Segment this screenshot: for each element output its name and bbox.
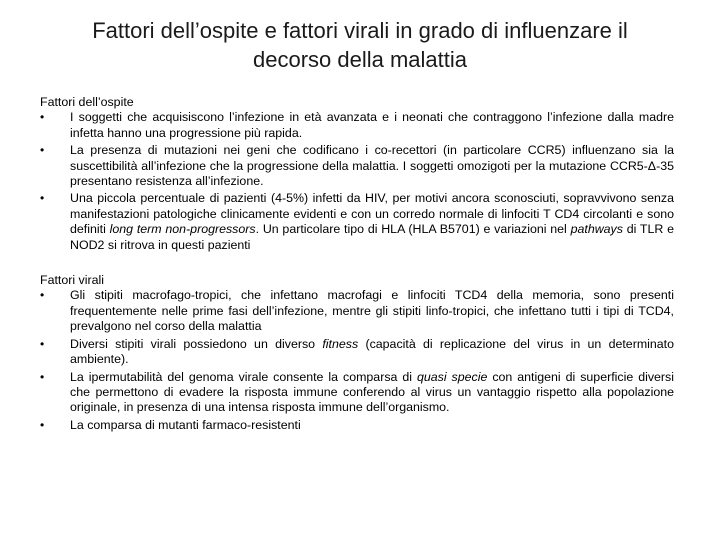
viral-factor-text-3b: con antigeni di superficie diversi che permettono di evadere la risposta immune conferendo al virus un vantaggio rispetto alla popolazione originale, in presenza di una intensa risposta immune dell’organismo.: [70, 369, 675, 415]
viral-factors-heading: Fattori virali: [40, 273, 105, 288]
host-factor-text-3c: di TLR e NOD2 si ritrova in questi pazienti: [70, 222, 675, 252]
bullet-icon: •: [40, 110, 45, 125]
host-factor-item-2: [40, 143, 674, 189]
host-factor-item-3: [40, 191, 674, 253]
slide-title-line-1: Fattori dell’ospite e fattori virali in grado di influenzare il: [92, 18, 628, 43]
slide-title: [40, 16, 680, 74]
slide-title-line-2: decorso della malattia: [252, 47, 467, 72]
host-factors-list: [40, 110, 674, 253]
host-factor-text-3a: Una piccola percentuale di pazienti (4-5%) infetti da HIV, per motivi ancora sconosciuti, sopravvivono senza manifestazioni patologiche clinicamente evidenti e con un corredo normale di linfociti T CD4 circolanti e sono definiti: [70, 191, 674, 237]
bullet-icon: •: [40, 288, 45, 303]
host-factors-heading: Fattori dell’ospite: [40, 95, 134, 109]
bullet-icon: •: [40, 336, 45, 351]
host-factor-item-1: [40, 110, 674, 141]
bullet-icon: •: [40, 191, 45, 206]
viral-factor-text-3a: La ipermutabilità del genoma virale consente la comparsa di: [70, 369, 417, 384]
viral-factor-text-2a: Diversi stipiti virali possiedono un diverso: [70, 336, 323, 351]
viral-factor-text-4: La comparsa di mutanti farmaco-resistenti: [70, 417, 301, 432]
viral-factor-text-3-term: quasi specie: [416, 369, 488, 384]
viral-factor-item-2: [40, 337, 674, 368]
viral-factor-text-1: Gli stipiti macrofago-tropici, che infettano macrofagi e linfociti TCD4 della memoria, sono presenti frequentemente nelle prime fasi dell’infezione, mentre gli stipiti linfo-tropici, che infettano tutti i tipi di TCD4, prevalgono nel corso della malattia: [70, 288, 674, 334]
host-factor-text-2: La presenza di mutazioni nei geni che codificano i co-recettori (in particolare CCR5) influenzano sia la suscettibilità all’infezione che la progressione della malattia. I soggetti omozigoti per la mutazione CCR5-Δ-35 presentano resistenza all’infezione.: [70, 143, 674, 189]
viral-factor-text-2-term: fitness: [322, 336, 359, 351]
bullet-icon: •: [40, 417, 45, 432]
bullet-icon: •: [40, 369, 45, 384]
viral-factor-item-3: [40, 370, 674, 416]
host-factor-text-3-term2: pathways: [570, 222, 623, 237]
host-factor-text-3b: . Un particolare tipo di HLA (HLA B5701) e variazioni nel: [255, 222, 571, 237]
host-factor-text-1: I soggetti che acquisiscono l’infezione in età avanzata e i neonati che contraggono l’infezione dalla madre infetta hanno una progressione più rapida.: [70, 110, 674, 140]
bullet-icon: •: [40, 143, 45, 158]
slide-body: [40, 95, 674, 435]
viral-factor-item-4: [40, 418, 674, 433]
viral-factors-section: [40, 273, 674, 433]
host-factor-text-3-term: long term non-progressors: [109, 222, 256, 237]
host-factors-section: [40, 95, 674, 253]
viral-factor-text-2b: (capacità di replicazione del virus in un determinato ambiente).: [70, 336, 675, 367]
viral-factors-list: [40, 288, 674, 433]
section-spacer: [40, 255, 674, 273]
viral-factor-item-1: [40, 288, 674, 334]
